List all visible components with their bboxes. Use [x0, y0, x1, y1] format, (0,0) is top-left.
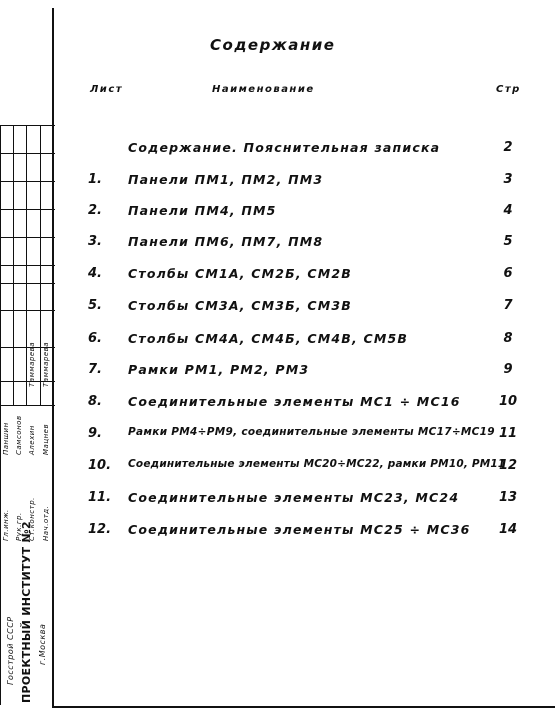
person-name: Мацнев	[42, 423, 50, 455]
row-page: 2	[503, 140, 513, 155]
title-block-divider	[0, 237, 55, 238]
row-page: 14	[498, 522, 518, 537]
row-name: Рамки РМ4÷РМ9, соединительные элементы МС17÷МС19	[128, 426, 495, 438]
person-name: Паншин	[2, 422, 10, 455]
row-number: 8.	[88, 394, 102, 409]
toc-row	[0, 490, 555, 510]
row-page: 7	[503, 298, 513, 313]
row-name: Рамки РМ1, РМ2, РМ3	[128, 362, 310, 377]
row-name: Столбы СМ4А, СМ4Б, СМ4В, СМ5В	[128, 331, 409, 346]
row-name: Панели ПМ4, ПМ5	[128, 203, 277, 218]
role-label: Нач.отд.	[42, 505, 50, 541]
title-block-divider	[0, 209, 55, 210]
role-label: Ст.констр.	[28, 497, 36, 541]
toc-row	[0, 298, 555, 318]
toc-row	[0, 522, 555, 542]
row-name: Панели ПМ1, ПМ2, ПМ3	[128, 172, 324, 187]
row-page: 8	[503, 331, 513, 346]
row-number: 12.	[88, 522, 112, 537]
toc-row	[0, 458, 555, 478]
title-block	[0, 125, 55, 705]
row-page: 9	[503, 362, 513, 377]
row-name: Столбы СМ3А, СМ3Б, СМ3В	[128, 298, 353, 313]
title-block-divider	[0, 125, 55, 126]
role-label: Гл.инж.	[2, 509, 10, 541]
row-name: Столбы СМ1А, СМ2Б, СМ2В	[128, 266, 353, 281]
toc-row	[0, 266, 555, 286]
person-name: Таммарева	[42, 341, 50, 387]
header-name: Наименование	[212, 84, 315, 95]
toc-row	[0, 203, 555, 223]
sheet-frame-bottom	[52, 706, 555, 708]
row-page: 12	[498, 458, 518, 473]
row-number: 11.	[88, 490, 112, 505]
role-label: Рук.гр.	[15, 512, 23, 541]
person-name: Самсонов	[15, 415, 23, 455]
row-number: 6.	[88, 331, 102, 346]
toc-row	[0, 362, 555, 382]
row-page: 11	[498, 426, 518, 441]
row-name: Содержание. Пояснительная записка	[128, 140, 441, 155]
row-name: Соединительные элементы МС20÷МС22, рамки РМ10, РМ11	[128, 458, 506, 470]
row-page: 4	[503, 203, 513, 218]
person-name: Таммарева	[28, 341, 36, 387]
row-page: 5	[503, 234, 513, 249]
row-number: 7.	[88, 362, 102, 377]
header-sheet: Лист	[90, 84, 124, 95]
row-page: 10	[498, 394, 518, 409]
person-name: Алехин	[28, 425, 36, 455]
title-block-divider	[0, 153, 55, 154]
row-name: Панели ПМ6, ПМ7, ПМ8	[128, 234, 324, 249]
toc-row	[0, 426, 555, 446]
row-number: 2.	[88, 203, 102, 218]
title-block-divider	[0, 181, 55, 182]
row-number: 9.	[88, 426, 102, 441]
toc-row	[0, 140, 555, 160]
toc-row	[0, 172, 555, 192]
city-label: г.Москва	[38, 623, 47, 665]
row-number: 4.	[88, 266, 102, 281]
row-name: Соединительные элементы МС1 ÷ МС16	[128, 394, 461, 409]
title-block-divider	[0, 405, 55, 406]
organization-name: ПРОЕКТНЫЙ ИНСТИТУТ №2	[20, 521, 33, 703]
page-title: Содержание	[210, 36, 336, 54]
title-block-divider	[0, 265, 55, 266]
toc-row	[0, 234, 555, 254]
header-page: Стр	[496, 84, 521, 95]
row-page: 13	[498, 490, 518, 505]
title-block-border	[0, 125, 1, 705]
title-block-divider	[0, 283, 55, 284]
toc-row	[0, 394, 555, 414]
row-number: 5.	[88, 298, 102, 313]
row-name: Соединительные элементы МС23, МС24	[128, 490, 460, 505]
row-page: 3	[503, 172, 513, 187]
row-number: 10.	[88, 458, 112, 473]
row-number: 1.	[88, 172, 102, 187]
title-block-divider	[0, 310, 55, 311]
row-name: Соединительные элементы МС25 ÷ МС36	[128, 522, 471, 537]
ministry-label: Госстрой СССР	[6, 616, 15, 685]
toc-row	[0, 331, 555, 351]
row-page: 6	[503, 266, 513, 281]
row-number: 3.	[88, 234, 102, 249]
